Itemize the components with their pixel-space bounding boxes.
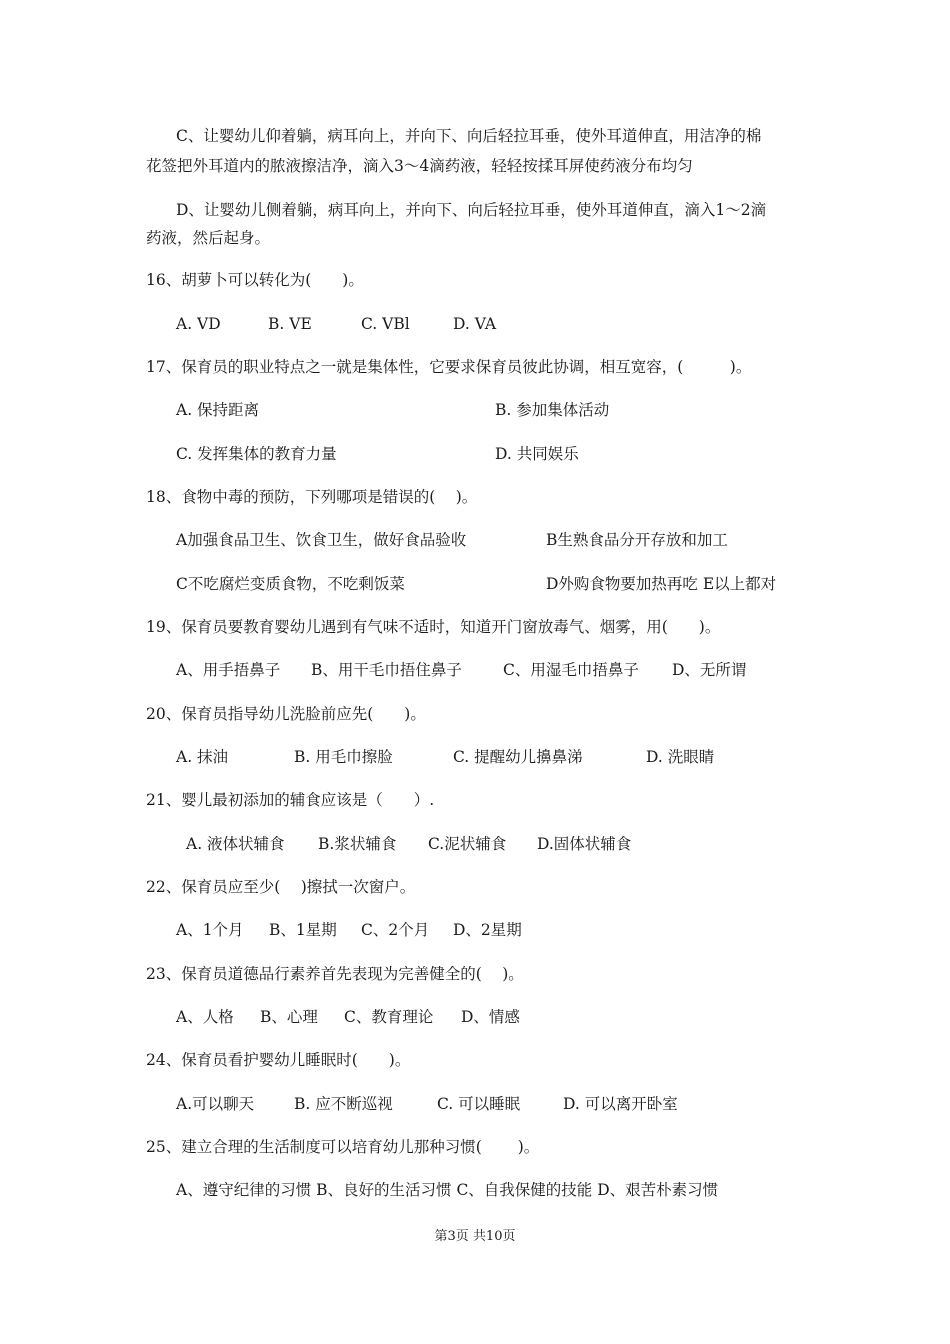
q24-option-a: A.可以聊天 xyxy=(176,1095,255,1113)
q16-option-a: A. VD xyxy=(176,315,221,333)
q22-stem: 22、保育员应至少( )擦拭一次窗户。 xyxy=(146,878,416,896)
q25-options: A、遵守纪律的习惯 B、良好的生活习惯 C、自我保健的技能 D、艰苦朴素习惯 xyxy=(176,1181,719,1199)
q17-option-b: B. 参加集体活动 xyxy=(495,401,610,419)
q16-option-c: C. VBl xyxy=(361,315,410,333)
q19-option-c: C、用湿毛巾捂鼻子 xyxy=(503,661,639,679)
q17-option-c: C. 发挥集体的教育力量 xyxy=(176,445,337,463)
q15-option-d-line2: 药液，然后起身。 xyxy=(146,229,271,247)
q24-stem: 24、保育员看护婴幼儿睡眠时( )。 xyxy=(146,1051,411,1069)
q22-option-c: C、2个月 xyxy=(361,921,430,939)
q16-stem: 16、胡萝卜可以转化为( )。 xyxy=(146,271,364,289)
q24-option-b: B. 应不断巡视 xyxy=(294,1095,393,1113)
q19-option-b: B、用干毛巾捂住鼻子 xyxy=(311,661,462,679)
q23-option-b: B、心理 xyxy=(260,1008,318,1026)
q23-option-a: A、人格 xyxy=(176,1008,234,1026)
q23-option-d: D、情感 xyxy=(461,1008,520,1026)
q20-option-c: C. 提醒幼儿擤鼻涕 xyxy=(453,748,583,766)
q19-option-a: A、用手捂鼻子 xyxy=(176,661,281,679)
q22-option-b: B、1星期 xyxy=(269,921,337,939)
page-number: 第3页 共10页 xyxy=(434,1229,516,1244)
q15-option-c-line1: C、让婴幼儿仰着躺，病耳向上，并向下、向后轻拉耳垂，使外耳道伸直，用洁净的棉 xyxy=(176,127,762,145)
q21-option-d: D.固体状辅食 xyxy=(537,835,632,853)
q22-option-d: D、2星期 xyxy=(453,921,522,939)
q22-option-a: A、1个月 xyxy=(176,921,244,939)
q17-option-d: D. 共同娱乐 xyxy=(495,445,579,463)
q18-option-a: A加强食品卫生、饮食卫生，做好食品验收 xyxy=(176,531,467,549)
q21-option-b: B.浆状辅食 xyxy=(318,835,397,853)
q24-option-c: C. 可以睡眠 xyxy=(437,1095,521,1113)
q23-stem: 23、保育员道德品行素养首先表现为完善健全的( )。 xyxy=(146,965,524,983)
q15-option-c-line2: 花签把外耳道内的脓液擦洁净，滴入3～4滴药液，轻轻按揉耳屏使药液分布均匀 xyxy=(146,157,693,175)
q18-option-c: C不吃腐烂变质食物，不吃剩饭菜 xyxy=(176,575,405,593)
q17-option-a: A. 保持距离 xyxy=(176,401,260,419)
q17-stem: 17、保育员的职业特点之一就是集体性，它要求保育员彼此协调，相互宽容，( )。 xyxy=(146,358,752,376)
q20-stem: 20、保育员指导幼儿洗脸前应先( )。 xyxy=(146,705,426,723)
q15-option-d-line1: D、让婴幼儿侧着躺，病耳向上，并向下、向后轻拉耳垂，使外耳道伸直，滴入1～2滴 xyxy=(176,201,767,219)
q20-option-a: A. 抹油 xyxy=(176,748,229,766)
q19-option-d: D、无所谓 xyxy=(672,661,747,679)
q18-option-b: B生熟食品分开存放和加工 xyxy=(546,531,728,549)
q16-option-b: B. VE xyxy=(268,315,312,333)
q18-stem: 18、食物中毒的预防，下列哪项是错误的( )。 xyxy=(146,488,478,506)
q20-option-d: D. 洗眼睛 xyxy=(646,748,715,766)
q20-option-b: B. 用毛巾擦脸 xyxy=(294,748,393,766)
q21-option-c: C.泥状辅食 xyxy=(428,835,507,853)
q19-stem: 19、保育员要教育婴幼儿遇到有气味不适时，知道开门窗放毒气、烟雾，用( )。 xyxy=(146,618,721,636)
q16-option-d: D. VA xyxy=(453,315,497,333)
q21-option-a: A. 液体状辅食 xyxy=(186,835,285,853)
q21-stem: 21、婴儿最初添加的辅食应该是（ ）. xyxy=(146,791,435,809)
q23-option-c: C、教育理论 xyxy=(344,1008,434,1026)
q18-option-de: D外购食物要加热再吃 E以上都对 xyxy=(546,575,777,593)
q24-option-d: D. 可以离开卧室 xyxy=(563,1095,678,1113)
q25-stem: 25、建立合理的生活制度可以培育幼儿那种习惯( )。 xyxy=(146,1138,540,1156)
